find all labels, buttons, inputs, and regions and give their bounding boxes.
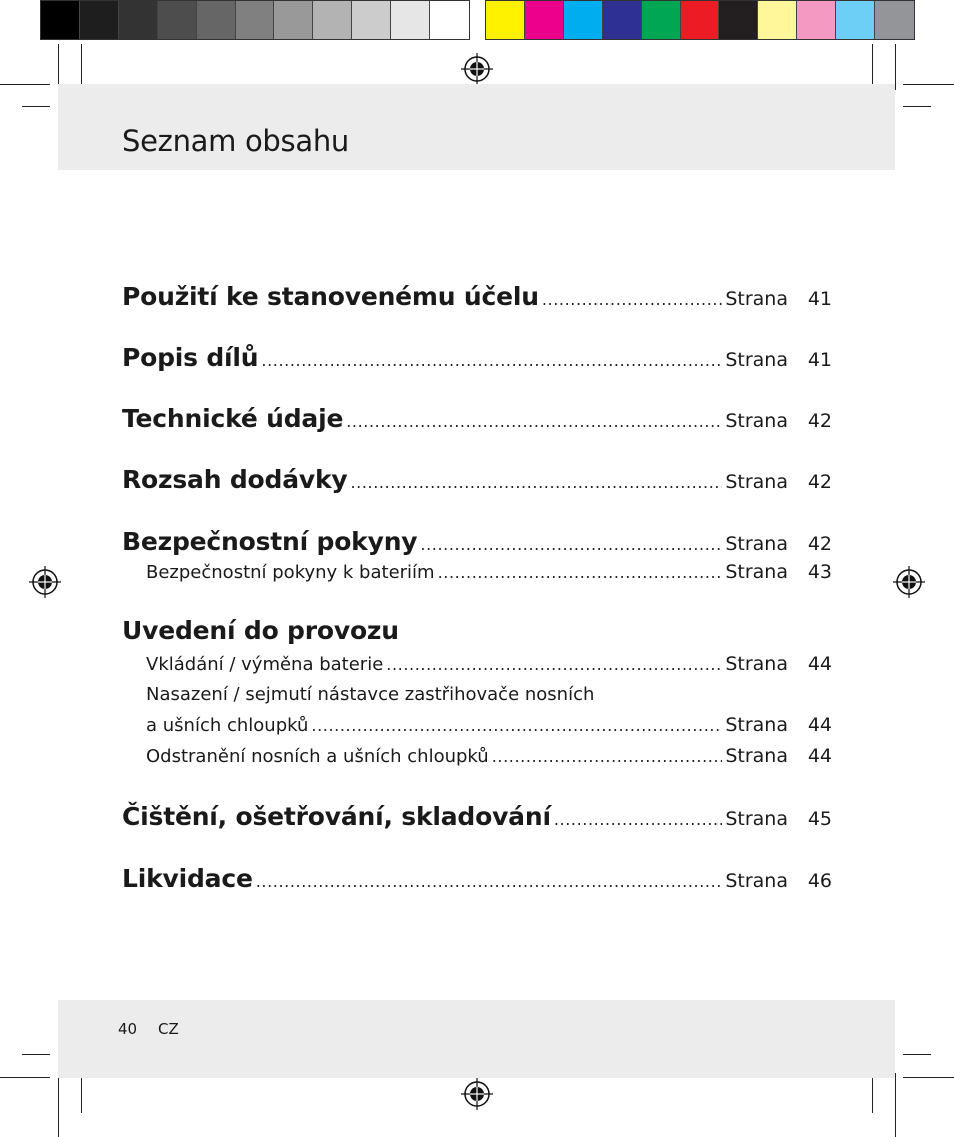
- page-number: 40: [118, 1020, 138, 1038]
- toc-entry-page: 44: [807, 653, 832, 675]
- color-swatch: [564, 1, 603, 39]
- toc-entry-title: Likvidace: [122, 864, 253, 893]
- color-swatch: [875, 1, 914, 39]
- color-swatch: [797, 1, 836, 39]
- color-swatch: [719, 1, 758, 39]
- dot-leader: [311, 716, 722, 735]
- dot-leader: [420, 535, 722, 554]
- crop-mark: [895, 1073, 896, 1137]
- dot-leader: [350, 473, 722, 492]
- toc-entry-title: Použití ke stanovenému účelu: [122, 282, 539, 311]
- gray-swatch: [313, 1, 352, 39]
- crop-mark: [903, 1054, 931, 1055]
- grayscale-color-bar: [40, 0, 470, 40]
- crop-mark: [0, 84, 50, 85]
- toc-entry-title: Technické údaje: [122, 404, 344, 433]
- toc-entry-page: 46: [807, 870, 832, 892]
- process-color-bar: [485, 0, 915, 40]
- toc-subentry: [146, 714, 832, 736]
- toc-subentry: [146, 561, 832, 583]
- gray-swatch: [119, 1, 158, 39]
- toc-entry: [122, 465, 832, 494]
- toc-subentry-title-line: Nasazení / sejmutí nástavce zastřihovače nosních: [146, 684, 595, 705]
- toc-subentry: [146, 653, 832, 675]
- toc-entry-title: Čištění, ošetřování, skladování: [122, 802, 551, 831]
- toc-entry: [122, 343, 832, 372]
- toc-entry-strana: Strana: [725, 745, 788, 767]
- toc-entry-page: 41: [807, 288, 832, 310]
- crop-mark: [895, 44, 896, 90]
- page-title: Seznam obsahu: [122, 124, 349, 158]
- toc-entry-strana: Strana: [725, 533, 788, 555]
- toc-entry: [122, 282, 832, 311]
- dot-leader: [492, 747, 723, 766]
- gray-swatch: [41, 1, 80, 39]
- gray-swatch: [80, 1, 119, 39]
- color-swatch: [486, 1, 525, 39]
- toc-entry-page: 42: [807, 410, 832, 432]
- toc-entry-strana: Strana: [725, 870, 788, 892]
- toc-entry-page: 42: [807, 533, 832, 555]
- gray-swatch: [158, 1, 197, 39]
- toc-entry: [122, 864, 832, 893]
- registration-mark-icon: [460, 1077, 494, 1111]
- gray-swatch: [352, 1, 391, 39]
- toc-subentry-title: Vkládání / výměna baterie: [146, 654, 384, 675]
- toc-entry-strana: Strana: [725, 561, 788, 583]
- toc-subentry-title: Bezpečnostní pokyny k bateriím: [146, 562, 435, 583]
- toc-entry: [122, 404, 832, 433]
- gray-swatch: [274, 1, 313, 39]
- toc-entry: [122, 802, 832, 831]
- registration-mark-icon: [892, 565, 926, 599]
- gray-swatch: [236, 1, 275, 39]
- gray-swatch: [430, 1, 469, 39]
- color-swatch: [603, 1, 642, 39]
- toc-subentry-title: Odstranění nosních a ušních chloupků: [146, 746, 489, 767]
- dot-leader: [256, 872, 723, 891]
- color-swatch: [836, 1, 875, 39]
- color-swatch: [525, 1, 564, 39]
- toc-entry-strana: Strana: [725, 471, 788, 493]
- toc-entry-page: 42: [807, 471, 832, 493]
- color-swatch: [642, 1, 681, 39]
- dot-leader: [346, 412, 722, 431]
- crop-mark: [903, 1077, 954, 1078]
- toc-entry-strana: Strana: [725, 808, 788, 830]
- footer-band: [58, 1000, 895, 1078]
- toc-entry-page: 45: [807, 808, 832, 830]
- dot-leader: [386, 655, 722, 674]
- toc-entry-strana: Strana: [725, 288, 788, 310]
- gray-swatch: [197, 1, 236, 39]
- crop-mark: [903, 84, 954, 85]
- crop-mark: [872, 1073, 873, 1113]
- color-swatch: [681, 1, 720, 39]
- toc-entry-page: 44: [807, 714, 832, 736]
- registration-mark-icon: [460, 52, 494, 86]
- registration-mark-icon: [28, 565, 62, 599]
- color-swatch: [758, 1, 797, 39]
- toc-entry-title: Bezpečnostní pokyny: [122, 527, 418, 556]
- language-code: CZ: [158, 1020, 179, 1038]
- crop-mark: [81, 1073, 82, 1113]
- toc-section-heading: Uvedení do provozu: [122, 616, 399, 645]
- toc-entry-strana: Strana: [725, 349, 788, 371]
- toc-entry-strana: Strana: [725, 714, 788, 736]
- toc-subentry-title: a ušních chloupků: [146, 715, 309, 736]
- toc-entry-page: 44: [807, 745, 832, 767]
- toc-entry-title: Rozsah dodávky: [122, 465, 348, 494]
- crop-mark: [22, 1054, 50, 1055]
- dot-leader: [542, 290, 723, 309]
- toc-entry-page: 41: [807, 349, 832, 371]
- dot-leader: [438, 563, 723, 582]
- toc-entry-strana: Strana: [725, 653, 788, 675]
- dot-leader: [554, 810, 723, 829]
- gray-swatch: [391, 1, 430, 39]
- toc-entry: [122, 527, 832, 556]
- toc-entry-strana: Strana: [725, 410, 788, 432]
- toc-entry-title: Popis dílů: [122, 343, 259, 372]
- crop-mark: [22, 106, 50, 107]
- dot-leader: [261, 351, 722, 370]
- toc-subentry: [146, 745, 832, 767]
- crop-mark: [58, 1073, 59, 1137]
- crop-mark: [0, 1077, 50, 1078]
- crop-mark: [903, 106, 931, 107]
- toc-entry-page: 43: [807, 561, 832, 583]
